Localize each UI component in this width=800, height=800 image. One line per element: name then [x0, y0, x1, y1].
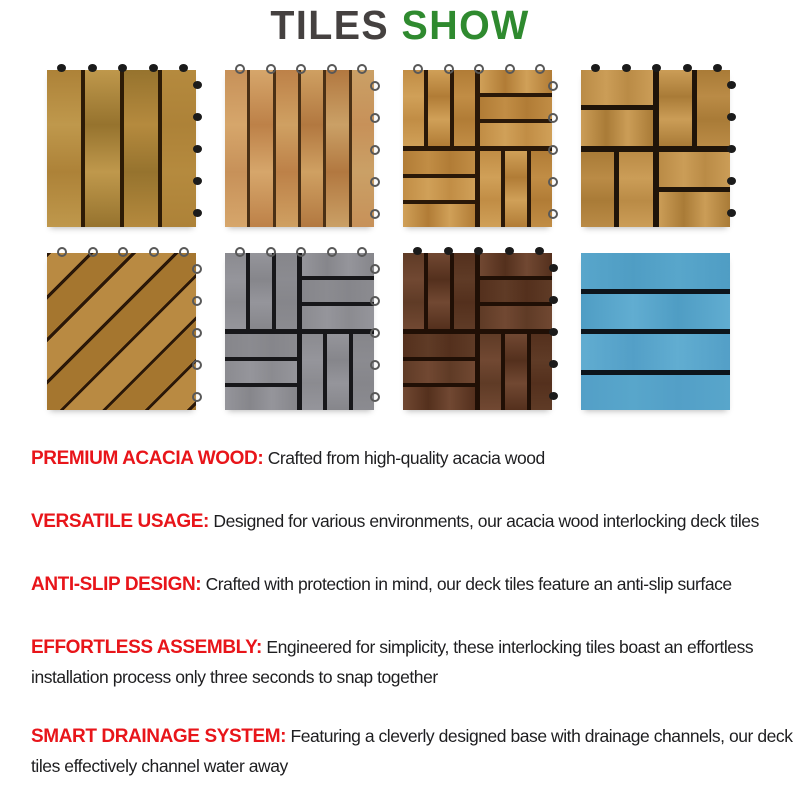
- feature-text: Crafted with protection in mind, our deck tiles feature an anti-slip surface: [201, 574, 732, 594]
- tile-connector-knob: [549, 328, 558, 336]
- tile-slat: [480, 306, 552, 329]
- tile-connector-knob: [549, 392, 558, 400]
- tile-connector-ring: [548, 177, 558, 187]
- tile-connector-knob: [727, 145, 736, 153]
- tile-slat: [327, 334, 348, 410]
- tile-slat-group: [581, 253, 730, 410]
- tile-slat: [454, 253, 475, 329]
- tile-slat: [659, 192, 731, 227]
- tile-slat: [403, 387, 475, 410]
- tile-slat-group: [659, 152, 731, 228]
- tile-slat: [581, 253, 730, 289]
- tile-connector-knob: [193, 177, 202, 185]
- tile-connector-ring: [179, 247, 189, 257]
- feature-label: VERSATILE USAGE:: [31, 511, 209, 532]
- tile-acacia-diagonal-slat: [47, 247, 196, 413]
- tile-connector-ring: [357, 247, 367, 257]
- tile-parquet-grid: [581, 70, 730, 227]
- tile-slat-group: [225, 70, 374, 227]
- tile-slat: [403, 361, 475, 384]
- tile-slat: [581, 110, 653, 145]
- tile-slat: [659, 70, 692, 146]
- tile-slat: [301, 70, 323, 227]
- feature-text-line-2: installation process only three seconds to snap together: [31, 667, 438, 687]
- tile-acacia-windmill-8-slat: [581, 64, 730, 230]
- tile-connector-knob: [88, 64, 97, 72]
- page-title: [270, 2, 529, 49]
- tile-slat-group: [403, 334, 475, 410]
- tile-connector-knob: [193, 145, 202, 153]
- tile-connector-knob: [193, 209, 202, 217]
- feature-smart-drainage-system: [31, 722, 793, 780]
- tile-slat: [326, 70, 348, 227]
- tile-connector-ring: [370, 177, 380, 187]
- tile-slat: [480, 97, 552, 120]
- tile-connector-knob: [549, 296, 558, 304]
- tile-slat: [403, 204, 475, 227]
- tile-connector-knob: [193, 113, 202, 121]
- tile-connector-knob: [535, 247, 544, 255]
- tile-slat: [250, 70, 272, 227]
- tile-connector-ring: [149, 247, 159, 257]
- tile-connector-ring: [266, 247, 276, 257]
- tile-connector-knob: [149, 64, 158, 72]
- tile-connector-knob: [179, 64, 188, 72]
- tile-slat: [225, 334, 297, 357]
- tile-slat: [403, 178, 475, 201]
- feature-label: ANTI-SLIP DESIGN:: [31, 574, 202, 595]
- tile-slat: [403, 151, 475, 174]
- tile-slat: [124, 70, 158, 227]
- tile-connector-ring: [370, 209, 380, 219]
- tile-slat: [480, 253, 552, 276]
- feature-anti-slip-design: [31, 570, 780, 600]
- tile-connector-ring: [192, 360, 202, 370]
- feature-text: Engineered for simplicity, these interlocking tiles boast an effortless: [261, 637, 754, 657]
- tile-slat: [276, 70, 298, 227]
- tile-slat: [581, 375, 730, 411]
- tile-slat-group: [403, 253, 475, 329]
- tile-face: [225, 70, 374, 227]
- tile-slat-group: [403, 151, 475, 227]
- tile-connector-ring: [548, 209, 558, 219]
- tile-acacia-vertical-6-slat: [225, 64, 374, 230]
- tile-face: [403, 253, 552, 410]
- tile-face: [581, 70, 730, 227]
- tile-gray-composite-parquet-12-slat: [225, 247, 374, 413]
- tile-connector-ring: [88, 247, 98, 257]
- tile-slat-group: [480, 253, 552, 329]
- tile-slat: [250, 253, 271, 329]
- tile-connector-ring: [548, 113, 558, 123]
- feature-label: EFFORTLESS ASSEMBLY:: [31, 637, 262, 658]
- tile-connector-ring: [57, 247, 67, 257]
- tile-connector-knob: [549, 264, 558, 272]
- tile-slat-group: [47, 70, 196, 227]
- feature-versatile-usage: [31, 507, 780, 537]
- tile-connector-ring: [192, 264, 202, 274]
- tile-slat-group: [480, 334, 552, 410]
- tile-slat: [581, 152, 614, 228]
- feature-label: PREMIUM ACACIA WOOD:: [31, 448, 264, 469]
- tile-connector-knob: [727, 81, 736, 89]
- tile-slat: [581, 70, 653, 105]
- tile-connector-ring: [370, 81, 380, 91]
- tile-connector-knob: [713, 64, 722, 72]
- tile-blue-composite-4-slat: [581, 247, 730, 413]
- tile-slat: [428, 253, 449, 329]
- tile-connector-ring: [370, 264, 380, 274]
- tile-slat: [403, 334, 475, 357]
- tile-connector-ring: [444, 64, 454, 74]
- tile-slat: [480, 123, 552, 146]
- feature-premium-acacia-wood: [31, 444, 780, 474]
- tile-connector-ring: [370, 328, 380, 338]
- page-header: [0, 0, 800, 54]
- tile-slat-group: [302, 253, 374, 329]
- tile-slat: [480, 280, 552, 303]
- tile-slat: [403, 253, 424, 329]
- tile-connector-knob: [727, 177, 736, 185]
- tile-slat: [454, 70, 475, 146]
- tile-slat-group: [403, 70, 475, 146]
- tile-connector-knob: [622, 64, 631, 72]
- tile-connector-ring: [192, 328, 202, 338]
- tile-connector-knob: [727, 209, 736, 217]
- feature-label: SMART DRAINAGE SYSTEM:: [31, 726, 287, 747]
- tile-slat-group: [480, 70, 552, 146]
- tile-slat: [505, 334, 526, 410]
- tile-connector-ring: [370, 145, 380, 155]
- tile-parquet-grid: [403, 253, 552, 410]
- title-word-tiles: TILES: [270, 2, 402, 48]
- tile-face: [403, 70, 552, 227]
- tile-slat-group: [225, 334, 297, 410]
- tile-slat: [619, 152, 652, 228]
- tile-gallery-row-2: [0, 247, 800, 419]
- tile-gallery-row-1: [0, 64, 800, 236]
- tile-connector-knob: [444, 247, 453, 255]
- tile-connector-ring: [357, 64, 367, 74]
- tile-slat-group: [480, 151, 552, 227]
- tile-face: [47, 70, 196, 227]
- tile-connector-ring: [370, 113, 380, 123]
- tile-slat: [480, 334, 501, 410]
- tile-slat: [225, 387, 297, 410]
- tile-walnut-parquet-12-slat: [403, 247, 552, 413]
- tile-slat: [659, 152, 731, 187]
- feature-text: Featuring a cleverly designed base with drainage channels, our deck: [286, 726, 793, 746]
- tile-slat: [531, 334, 552, 410]
- tile-connector-ring: [266, 64, 276, 74]
- tile-slat: [276, 253, 297, 329]
- tile-slat-group: [225, 253, 297, 329]
- tile-slat: [505, 151, 526, 227]
- tile-connector-knob: [727, 113, 736, 121]
- tile-connector-ring: [548, 145, 558, 155]
- tile-slat: [428, 70, 449, 146]
- tile-parquet-grid: [225, 253, 374, 410]
- tile-slat-group: [302, 334, 374, 410]
- tile-slat: [225, 70, 247, 227]
- tile-connector-ring: [548, 81, 558, 91]
- tile-parquet-grid: [403, 70, 552, 227]
- tile-connector-ring: [192, 392, 202, 402]
- tile-face: [581, 253, 730, 410]
- tile-slat-group: [659, 70, 731, 146]
- tile-connector-ring: [327, 64, 337, 74]
- tile-slat: [581, 334, 730, 370]
- feature-text-line-2: tiles effectively channel water away: [31, 756, 288, 776]
- tile-slat: [480, 151, 501, 227]
- tile-slat: [302, 306, 374, 329]
- tile-connector-ring: [370, 296, 380, 306]
- feature-list: [0, 444, 800, 780]
- tile-connector-knob: [193, 81, 202, 89]
- tile-slat-group: [581, 70, 653, 146]
- tile-acacia-parquet-12-slat: [403, 64, 552, 230]
- tile-connector-knob: [505, 247, 514, 255]
- tile-connector-ring: [192, 296, 202, 306]
- tile-slat: [302, 280, 374, 303]
- tile-slat: [85, 70, 119, 227]
- tile-connector-ring: [370, 360, 380, 370]
- tile-slat: [162, 70, 196, 227]
- tile-slat: [302, 334, 323, 410]
- tile-connector-knob: [683, 64, 692, 72]
- tile-slat: [697, 70, 730, 146]
- tile-slat: [403, 70, 424, 146]
- tile-connector-ring: [118, 247, 128, 257]
- tile-connector-ring: [505, 64, 515, 74]
- tile-connector-ring: [327, 247, 337, 257]
- feature-text: Crafted from high-quality acacia wood: [263, 448, 545, 468]
- tile-acacia-vertical-4-slat: [47, 64, 196, 230]
- feature-text: Designed for various environments, our acacia wood interlocking deck tiles: [209, 511, 759, 531]
- feature-effortless-assembly: [31, 633, 780, 691]
- title-word-show: SHOW: [401, 2, 530, 48]
- tile-face: [225, 253, 374, 410]
- tile-slat-group: [581, 152, 653, 228]
- tile-slat: [225, 361, 297, 384]
- tile-connector-knob: [549, 360, 558, 368]
- tile-slat: [47, 70, 81, 227]
- tile-face: [47, 253, 196, 410]
- tile-slat: [581, 294, 730, 330]
- tile-connector-ring: [370, 392, 380, 402]
- tile-connector-ring: [535, 64, 545, 74]
- tile-slat: [225, 253, 246, 329]
